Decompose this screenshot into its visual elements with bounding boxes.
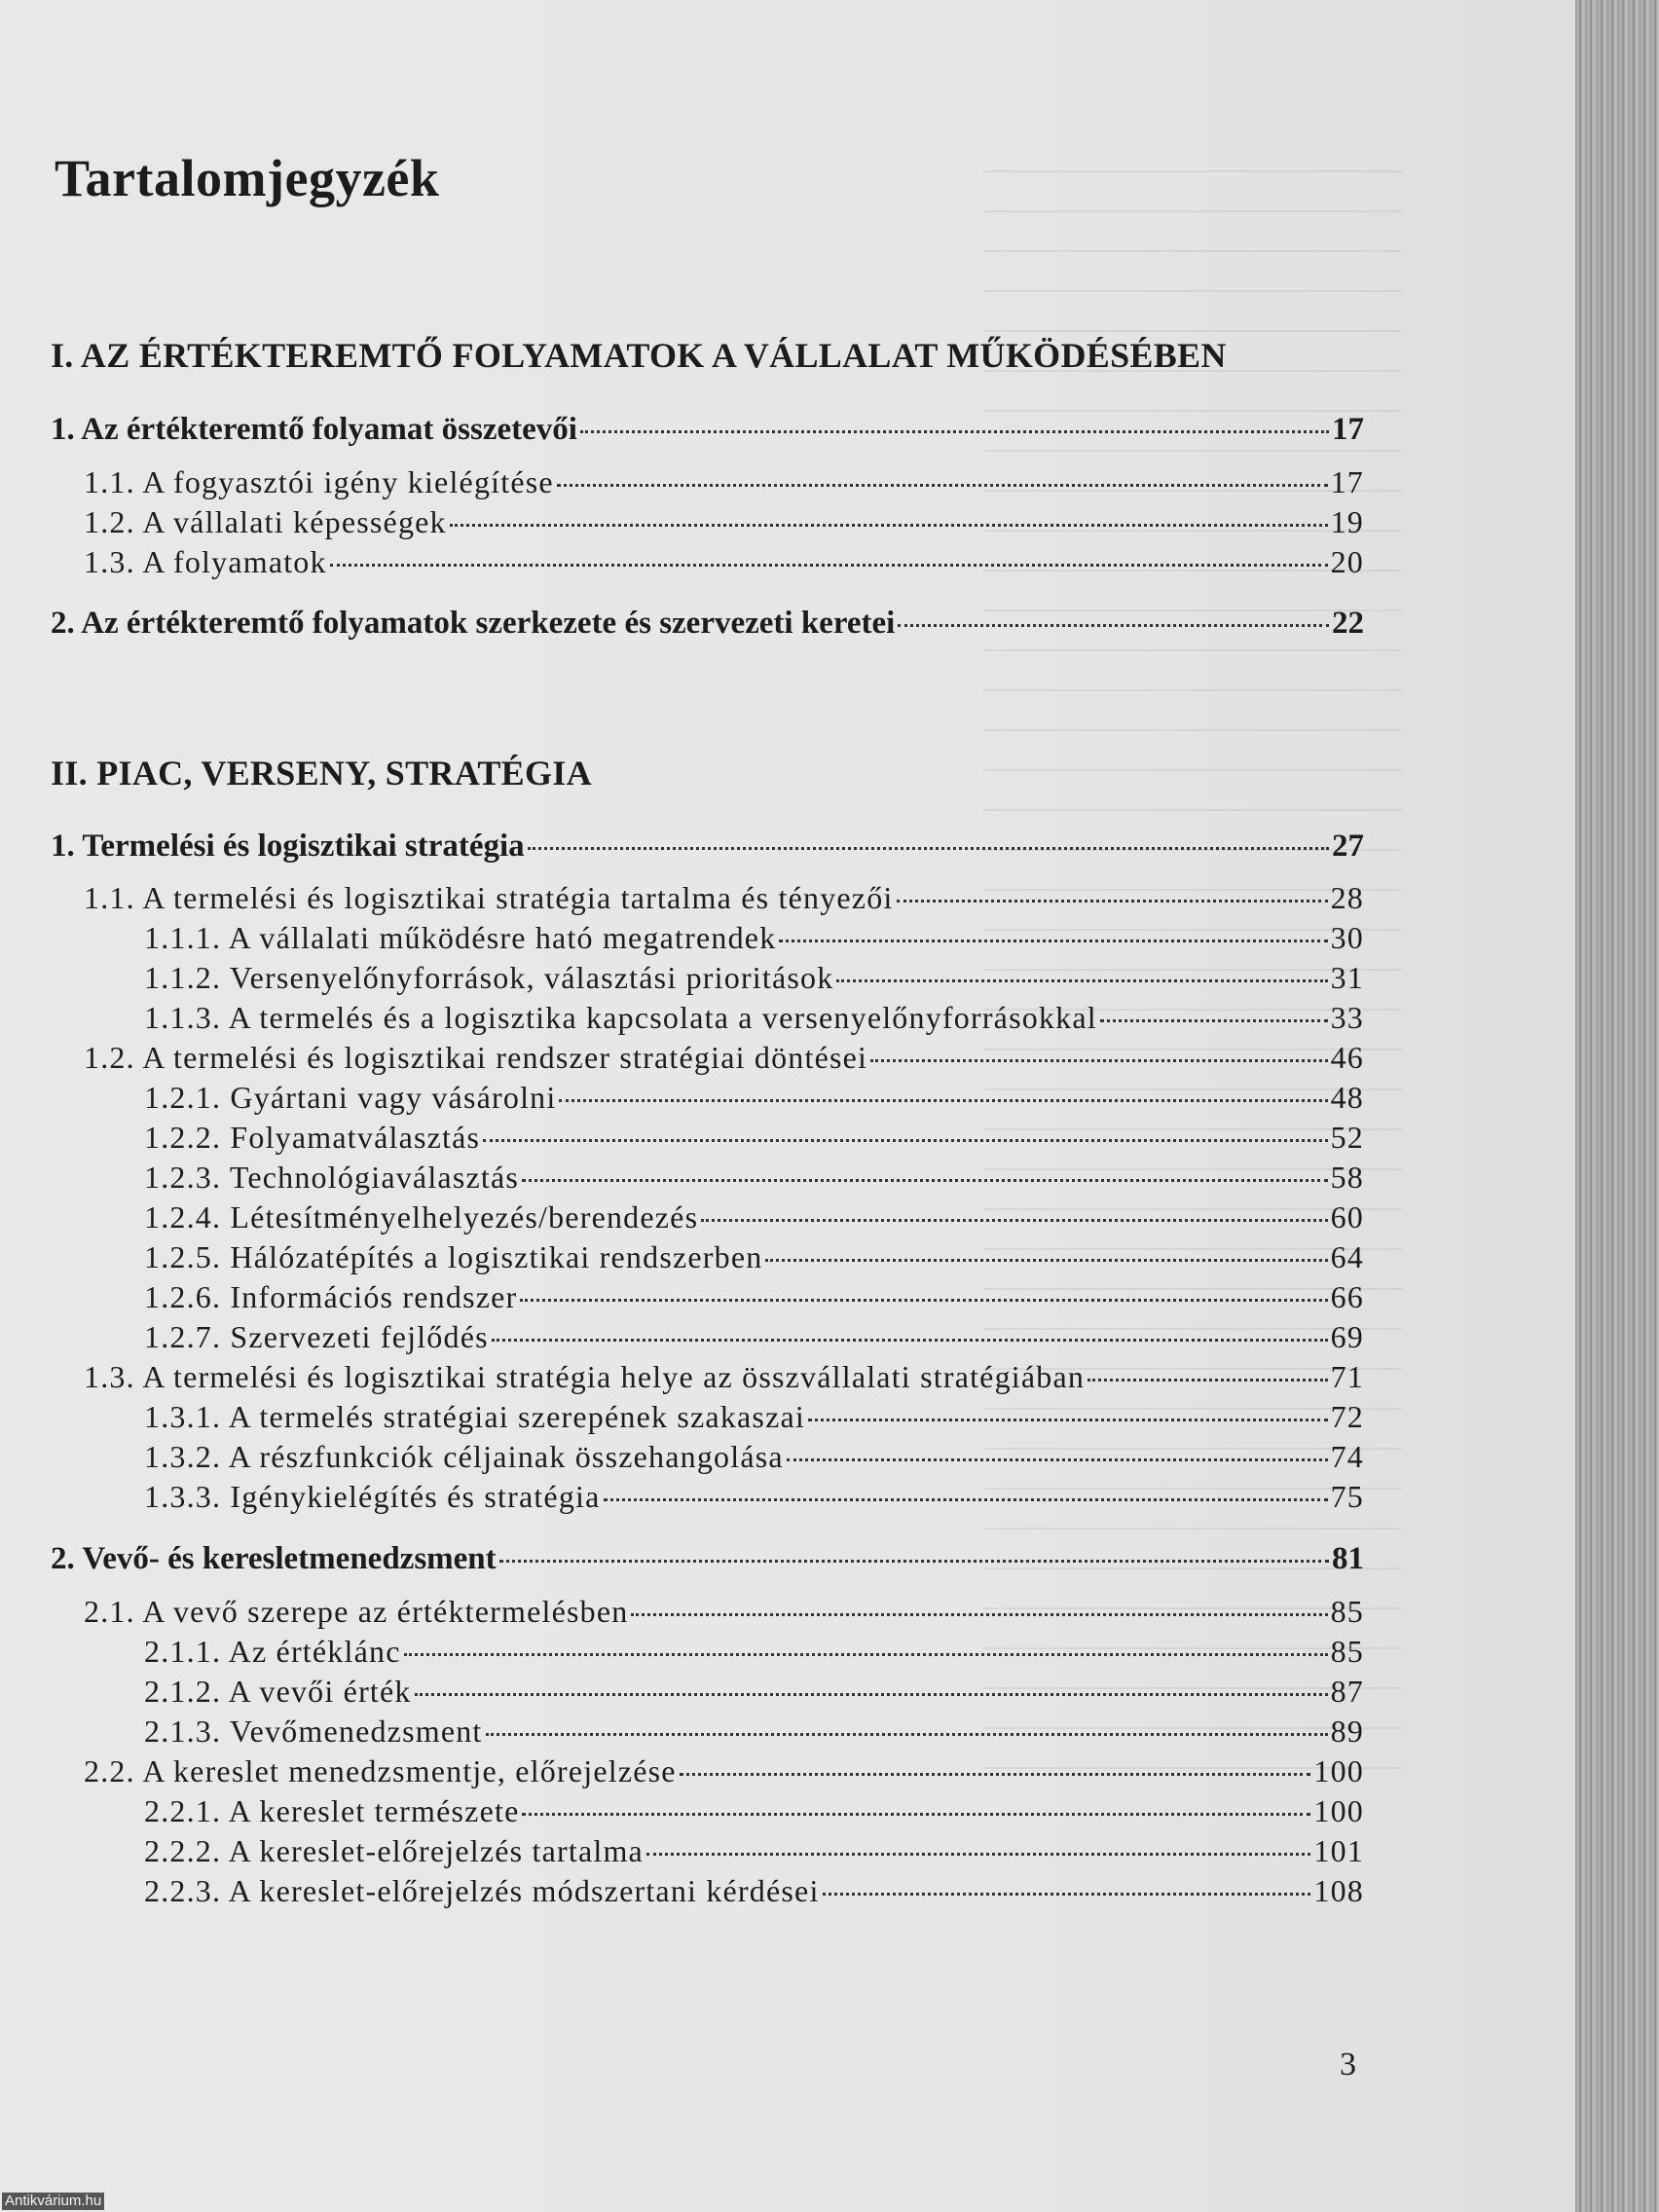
- toc-entry-page: 85: [1330, 1634, 1364, 1669]
- toc-entry-label: 1.3.1. A termelés stratégiai szerepének szakaszai: [144, 1399, 805, 1434]
- toc-entry-page: 71: [1330, 1359, 1364, 1394]
- dot-leader: [450, 523, 1328, 527]
- toc-entry: [144, 1080, 1364, 1116]
- toc-entry: [144, 960, 1364, 996]
- toc-entry-page: 66: [1330, 1279, 1364, 1314]
- toc-entry-page: 81: [1332, 1541, 1364, 1576]
- toc-entry-label: 2.2.3. A kereslet-előrejelzés módszertani kérdései: [144, 1873, 820, 1908]
- toc-entry-label: 1.1.1. A vállalati működésre ható megatrendek: [144, 920, 777, 955]
- toc-entry-label: 2.1. A vevő szerepe az értéktermelésben: [84, 1594, 629, 1629]
- dot-leader: [808, 1418, 1328, 1421]
- toc-entry: [144, 1000, 1364, 1036]
- toc-entry-page: 100: [1313, 1793, 1364, 1828]
- toc-entry-label: 1.2. A vállalati képességek: [84, 504, 447, 539]
- dot-leader: [415, 1692, 1328, 1696]
- toc-entry-page: 20: [1330, 544, 1364, 579]
- dot-leader: [836, 978, 1327, 982]
- toc-entry: [51, 1541, 1364, 1578]
- dot-leader: [604, 1497, 1328, 1501]
- toc-entry-page: 100: [1313, 1753, 1364, 1788]
- toc-entry-label: 2.1.2. A vevői érték: [144, 1674, 412, 1709]
- dot-leader: [520, 1298, 1327, 1302]
- toc-entry-label: 1. Termelési és logisztikai stratégia: [51, 829, 525, 864]
- toc-entry-page: 28: [1330, 880, 1364, 915]
- part-heading-1: I. AZ ÉRTÉKTEREMTŐ FOLYAMATOK A VÁLLALAT MŰKÖDÉSÉBEN: [51, 336, 1227, 375]
- toc-entry-page: 58: [1330, 1160, 1364, 1195]
- dot-leader: [499, 1559, 1329, 1563]
- toc-entry-page: 60: [1330, 1199, 1364, 1235]
- toc-entry-page: 31: [1330, 960, 1364, 995]
- dot-leader: [631, 1612, 1327, 1616]
- toc-entry: [144, 1319, 1364, 1355]
- toc-entry-page: 52: [1330, 1120, 1364, 1155]
- toc-entry: [144, 1873, 1364, 1909]
- toc-entry-page: 74: [1330, 1439, 1364, 1474]
- toc-entry: [144, 1793, 1364, 1829]
- dot-leader: [522, 1812, 1310, 1816]
- toc-entry: [84, 1753, 1364, 1789]
- toc-entry: [84, 544, 1364, 580]
- toc-entry: [144, 1399, 1364, 1435]
- dot-leader: [701, 1218, 1327, 1222]
- toc-entry: [144, 1279, 1364, 1315]
- toc-entry-page: 19: [1330, 504, 1364, 539]
- toc-entry-label: 2. Vevő- és keresletmenedzsment: [51, 1541, 497, 1576]
- toc-entry-page: 75: [1330, 1479, 1364, 1514]
- toc-entry-page: 85: [1330, 1594, 1364, 1629]
- toc-entry-page: 17: [1330, 464, 1364, 499]
- toc-entry: [51, 412, 1364, 449]
- dot-leader: [483, 1138, 1327, 1142]
- toc-entry: [84, 1359, 1364, 1395]
- dot-leader: [1100, 1018, 1328, 1022]
- dot-leader: [765, 1258, 1327, 1262]
- part-heading-2: II. PIAC, VERSENY, STRATÉGIA: [51, 754, 592, 793]
- toc-entry: [84, 504, 1364, 540]
- toc-entry-page: 64: [1330, 1239, 1364, 1274]
- dot-leader: [330, 563, 1328, 567]
- toc-entry-page: 101: [1313, 1833, 1364, 1868]
- toc-entry-label: 1.2. A termelési és logisztikai rendszer stratégiai döntései: [84, 1040, 868, 1075]
- toc-entry-page: 46: [1330, 1040, 1364, 1075]
- toc-entry: [144, 1439, 1364, 1475]
- toc-entry-label: 1.3. A folyamatok: [84, 544, 327, 579]
- toc-entry-label: 1.2.1. Gyártani vagy vásárolni: [144, 1080, 557, 1115]
- toc-entry: [144, 1199, 1364, 1235]
- dot-leader: [898, 623, 1329, 627]
- toc-entry: [84, 880, 1364, 916]
- toc-entry-label: 2. Az értékteremtő folyamatok szerkezete és szervezeti keretei: [51, 606, 896, 641]
- toc-entry-label: 1. Az értékteremtő folyamat összetevői: [51, 412, 577, 447]
- toc-entry-label: 1.1. A fogyasztói igény kielégítése: [84, 464, 554, 499]
- toc-entry-label: 1.2.5. Hálózatépítés a logisztikai rendszerben: [144, 1239, 763, 1274]
- toc-entry-page: 48: [1330, 1080, 1364, 1115]
- toc-entry-page: 89: [1330, 1714, 1364, 1749]
- dot-leader: [646, 1852, 1310, 1856]
- toc-entry-page: 108: [1313, 1873, 1364, 1908]
- dot-leader: [404, 1652, 1328, 1656]
- toc-entry-page: 33: [1330, 1000, 1364, 1035]
- toc-entry-label: 1.2.2. Folyamatválasztás: [144, 1120, 481, 1155]
- toc-entry-label: 1.2.3. Technológiaválasztás: [144, 1160, 520, 1195]
- dot-leader: [557, 483, 1328, 487]
- toc-entry-page: 30: [1330, 920, 1364, 955]
- toc-entry-page: 72: [1330, 1399, 1364, 1434]
- toc-entry-page: 69: [1330, 1319, 1364, 1354]
- toc-entry: [144, 1714, 1364, 1750]
- toc-entry-label: 1.1. A termelési és logisztikai stratégia tartalma és tényezői: [84, 880, 894, 915]
- toc-entry: [144, 1160, 1364, 1196]
- dot-leader: [823, 1892, 1311, 1896]
- dot-leader: [1088, 1378, 1328, 1382]
- toc-entry-label: 1.2.7. Szervezeti fejlődés: [144, 1319, 489, 1354]
- toc-entry: [51, 606, 1364, 643]
- dot-leader: [580, 429, 1329, 433]
- page-number: 3: [1340, 2046, 1356, 2083]
- toc-entry: [84, 1040, 1364, 1076]
- dot-leader: [528, 846, 1329, 850]
- dot-leader: [559, 1098, 1327, 1102]
- page-stack-edge: [1575, 0, 1659, 2212]
- toc-entry-page: 22: [1332, 606, 1364, 641]
- toc-entry-label: 1.3.3. Igénykielégítés és stratégia: [144, 1479, 601, 1514]
- toc-entry-label: 1.1.2. Versenyelőnyforrások, választási prioritások: [144, 960, 834, 995]
- toc-entry: [144, 1479, 1364, 1515]
- toc-entry: [144, 1120, 1364, 1156]
- dot-leader: [680, 1772, 1311, 1776]
- toc-entry-label: 2.1.1. Az értéklánc: [144, 1634, 401, 1669]
- toc-entry: [51, 829, 1364, 866]
- dot-leader: [870, 1058, 1327, 1062]
- toc-entry-page: 17: [1332, 412, 1364, 447]
- toc-entry-label: 2.1.3. Vevőmenedzsment: [144, 1714, 483, 1749]
- toc-entry-label: 1.3. A termelési és logisztikai stratégia helye az összvállalati stratégiában: [84, 1359, 1086, 1394]
- toc-entry-label: 2.2.1. A kereslet természete: [144, 1793, 520, 1828]
- toc-entry-label: 2.2.2. A kereslet-előrejelzés tartalma: [144, 1833, 644, 1868]
- toc-entry-label: 1.2.4. Létesítményelhelyezés/berendezés: [144, 1199, 699, 1235]
- toc-entry-label: 1.2.6. Információs rendszer: [144, 1279, 518, 1314]
- toc-entry-label: 1.3.2. A részfunkciók céljainak összehangolása: [144, 1439, 784, 1474]
- toc-entry: [144, 1239, 1364, 1275]
- toc-entry: [144, 920, 1364, 956]
- toc-entry-label: 2.2. A kereslet menedzsmentje, előrejelzése: [84, 1753, 677, 1788]
- toc-entry: [84, 1594, 1364, 1630]
- dot-leader: [492, 1338, 1328, 1342]
- toc-entry: [84, 464, 1364, 500]
- source-watermark: Antikvárium.hu: [2, 2193, 104, 2210]
- dot-leader: [779, 939, 1327, 942]
- toc-entry: [144, 1833, 1364, 1869]
- dot-leader: [522, 1178, 1328, 1182]
- page-title: Tartalomjegyzék: [55, 149, 440, 207]
- dot-leader: [897, 899, 1328, 903]
- toc-entry-label: 1.1.3. A termelés és a logisztika kapcsolata a versenyelőnyforrásokkal: [144, 1000, 1097, 1035]
- toc-entry: [144, 1634, 1364, 1670]
- dot-leader: [486, 1732, 1328, 1736]
- toc-entry: [144, 1674, 1364, 1710]
- dot-leader: [787, 1457, 1328, 1461]
- toc-entry-page: 27: [1332, 829, 1364, 864]
- toc-entry-page: 87: [1330, 1674, 1364, 1709]
